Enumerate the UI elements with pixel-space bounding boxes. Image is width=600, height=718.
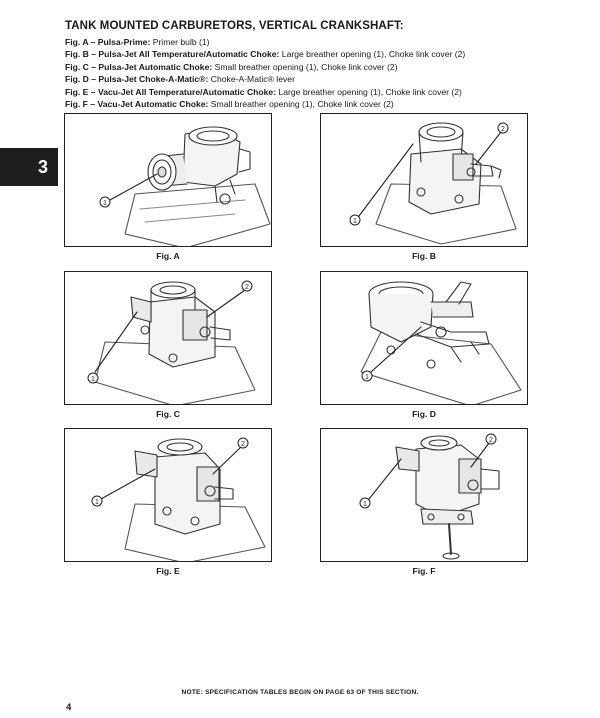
figure-panel-d [320,271,528,405]
figure-panel-c [64,271,272,405]
callout-label: 2 [245,284,249,291]
callout-label: 2 [241,441,245,448]
desc-line-b [65,48,585,60]
figure-caption-d: Fig. D [412,409,436,419]
callout-label: 1 [91,376,95,383]
desc-label: Fig. F – Vacu-Jet Automatic Choke: [65,99,209,110]
callout-label: 1 [363,501,367,508]
figure-panel-a [64,113,272,247]
section-heading: TANK MOUNTED CARBURETORS, VERTICAL CRANKSHAFT: [65,20,404,32]
section-tab: 3 [0,148,58,186]
desc-text: Large breather opening (1), Choke link cover (2) [276,86,462,97]
desc-label: Fig. B – Pulsa-Jet All Temperature/Automatic Choke: [65,49,280,60]
desc-line-a [65,36,585,48]
desc-label: Fig. A – Pulsa-Prime: [65,37,151,47]
figure-caption-c: Fig. C [156,409,180,419]
desc-text: Small breather opening (1), Choke link cover (2) [212,61,398,72]
figure-panel-b [320,113,528,247]
desc-text: Large breather opening (1), Choke link cover (2) [279,49,466,60]
desc-label: Fig. D – Pulsa-Jet Choke-A-Matic®: [65,74,209,85]
callout-label: 1 [95,499,99,506]
figure-panel-f [320,428,528,562]
callout-label: 2 [489,437,493,444]
figure-caption-b: Fig. B [412,251,436,261]
desc-label: Fig. E – Vacu-Jet All Temperature/Automatic Choke: [65,86,277,97]
callout-label: 1 [365,374,369,381]
desc-label: Fig. C – Pulsa-Jet Automatic Choke: [65,61,213,72]
desc-text: Small breather opening (1), Choke link cover (2) [208,99,394,110]
figure-panel-e [64,428,272,562]
desc-text: Choke-A-Matic® lever [208,74,295,85]
desc-text: Primer bulb (1) [150,37,210,47]
desc-line-d [65,73,585,85]
specification-note: NOTE: SPECIFICATION TABLES BEGIN ON PAGE 63 OF THIS SECTION. [181,689,419,696]
desc-line-c [65,61,585,73]
page-number: 4 [66,702,72,713]
figure-caption-f: Fig. F [412,566,436,576]
figure-caption-e: Fig. E [156,566,180,576]
callout-label: 2 [501,126,505,133]
callout-label: 1 [353,218,357,225]
desc-line-e [65,86,585,98]
figure-descriptions [65,36,585,110]
desc-line-f [65,98,585,110]
callout-label: 1 [103,200,107,207]
figure-caption-a: Fig. A [156,251,180,261]
